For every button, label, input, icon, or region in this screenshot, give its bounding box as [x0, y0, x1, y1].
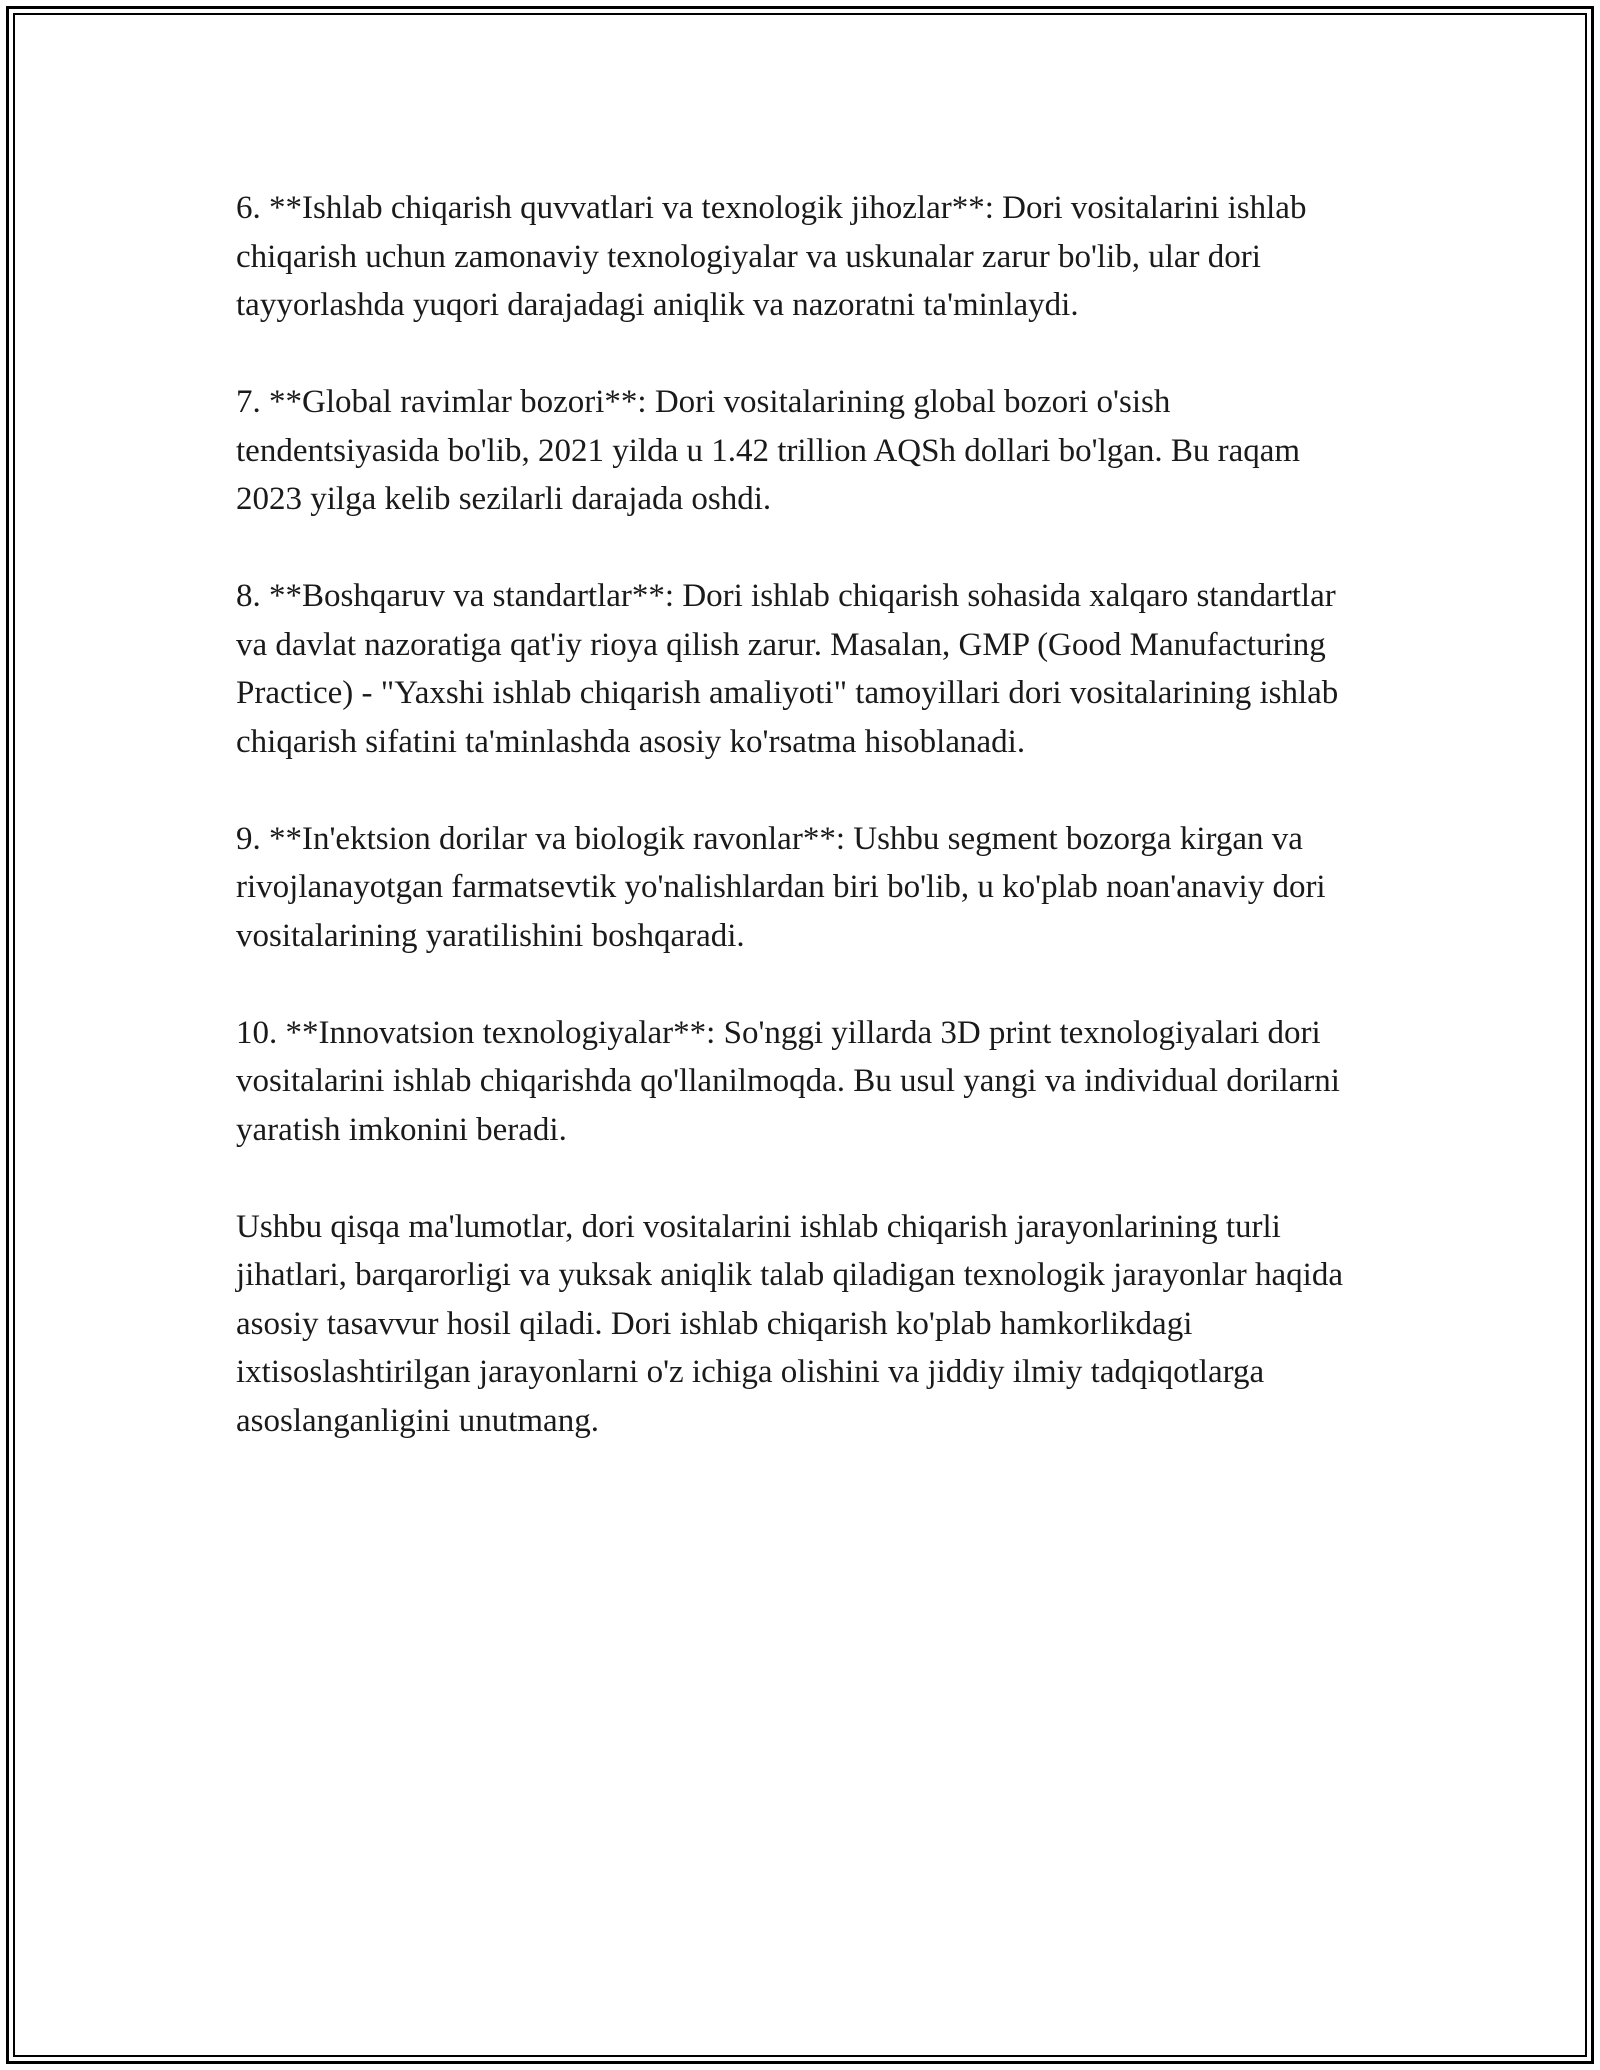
paragraph-item-8: 8. **Boshqaruv va standartlar**: Dori ishlab chiqarish sohasida xalqaro standartlar va davlat nazoratiga qat'iy rioya qilish zarur. Masalan, GMP (Good Manufacturing Practice) - "Yaxshi ishlab chiqarish amaliyoti" tamoyillari dori vositalarining ishlab chiqarish sifatini ta'minlashda asosiy ko'rsatma hisoblanadi.: [236, 578, 1339, 760]
document-body: [236, 184, 1366, 1445]
paragraph-item-9: 9. **In'ektsion dorilar va biologik ravonlar**: Ushbu segment bozorga kirgan va rivojlanayotgan farmatsevtik yo'nalishlardan biri bo'lib, u ko'plab noan'anaviy dori vositalarining yaratilishini boshqaradi.: [236, 820, 1326, 954]
paragraph-item-10: 10. **Innovatsion texnologiyalar**: So'nggi yillarda 3D print texnologiyalari dori vositalarini ishlab chiqarishda qo'llanilmoqda. Bu usul yangi va individual dorilarni yaratish imkonini beradi.: [236, 1014, 1340, 1148]
paragraph-item-6: 6. **Ishlab chiqarish quvvatlari va texnologik jihozlar**: Dori vositalarini ishlab chiqarish uchun zamonaviy texnologiyalar va uskunalar zarur bo'lib, ular dori tayyorlashda yuqori darajadagi aniqlik va nazoratni ta'minlaydi.: [236, 190, 1307, 323]
paragraph-item-7: 7. **Global ravimlar bozori**: Dori vositalarining global bozori o'sish tendentsiyasida bo'lib, 2021 yilda u 1.42 trillion AQSh dollari bo'lgan. Bu raqam 2023 yilga kelib sezilarli darajada oshdi.: [236, 384, 1301, 517]
paragraph-conclusion: Ushbu qisqa ma'lumotlar, dori vositalarini ishlab chiqarish jarayonlarining turli jihatlari, barqarorligi va yuksak aniqlik talab qiladigan texnologik jarayonlar haqida asosiy tasavvur hosil qiladi. Dori ishlab chiqarish ko'plab hamkorlikdagi ixtisoslashtirilgan jarayonlarni o'z ichiga olishini va jiddiy ilmiy tadqiqotlarga asoslanganligini unutmang.: [236, 1208, 1343, 1439]
